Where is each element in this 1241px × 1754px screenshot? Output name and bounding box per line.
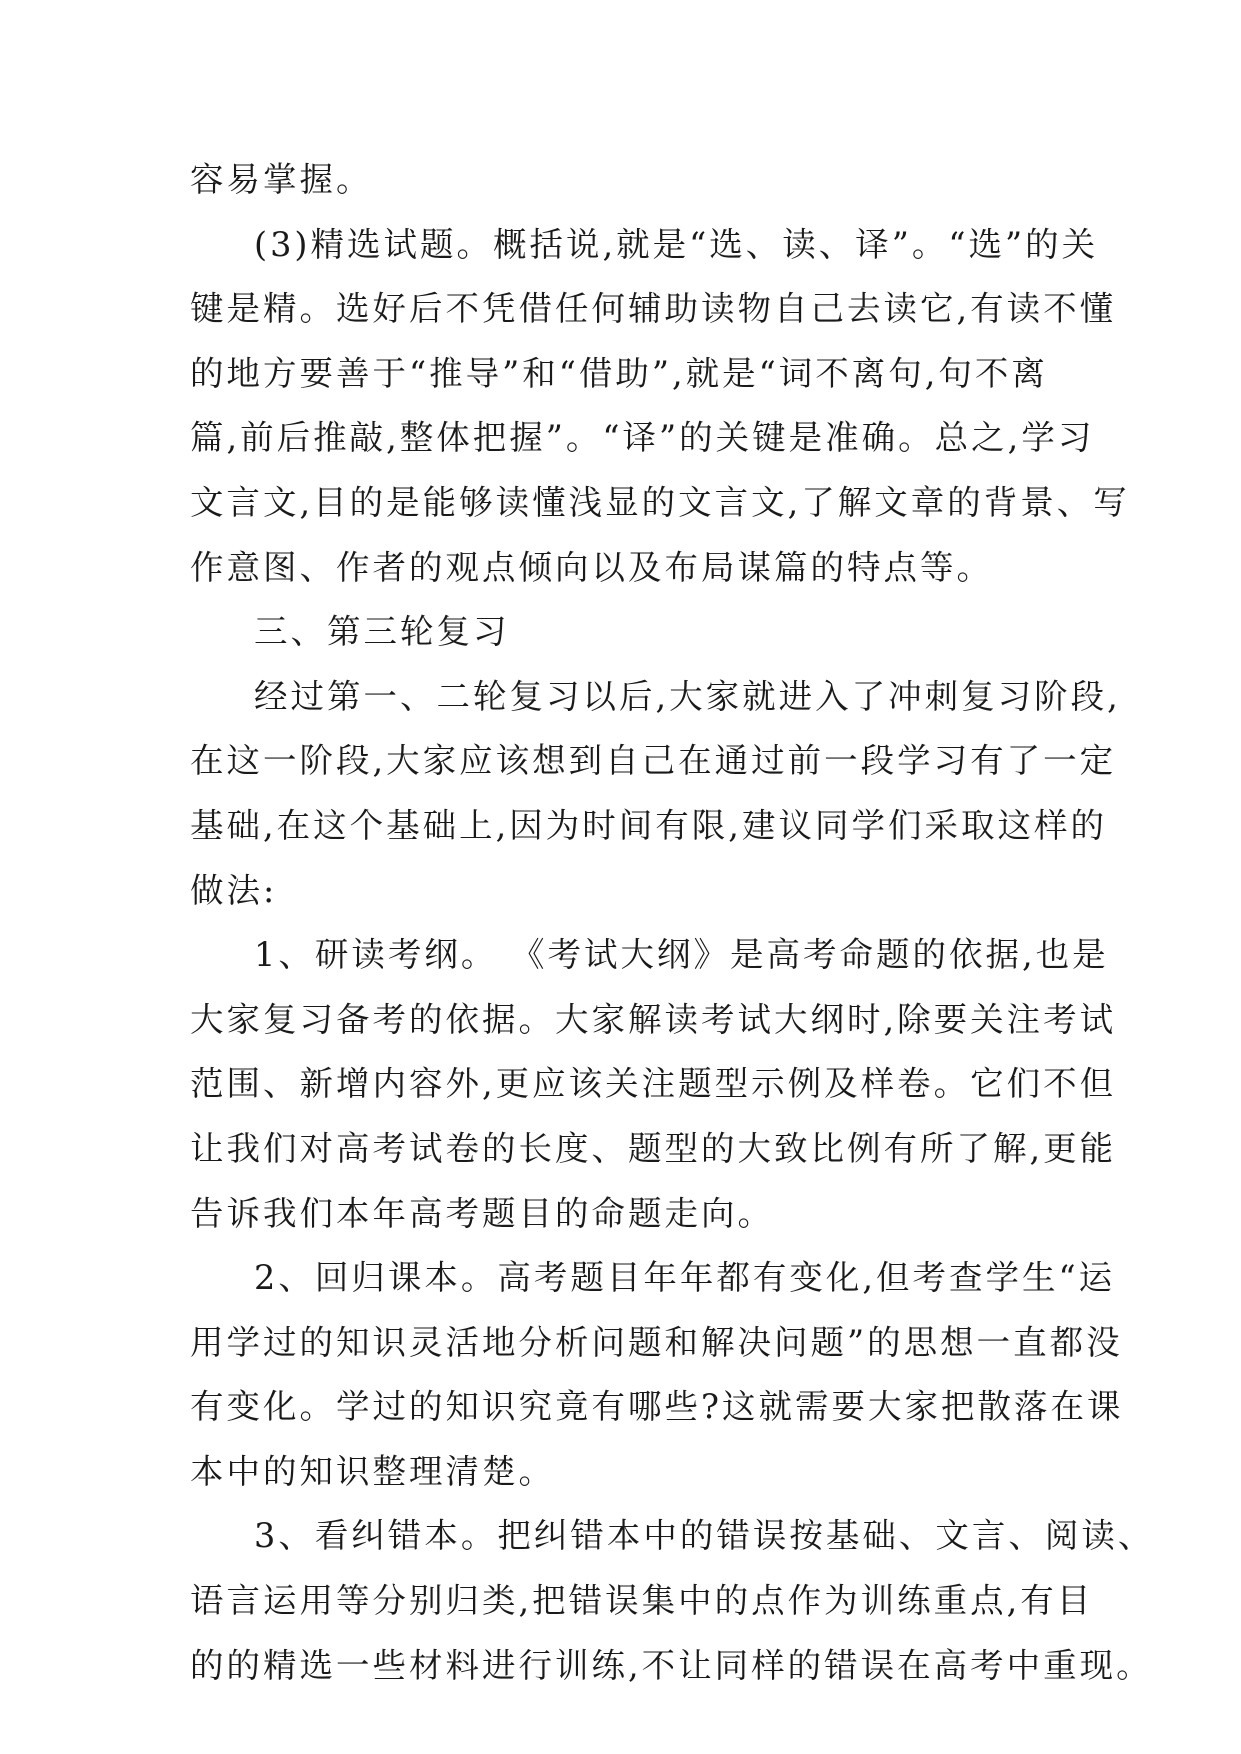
text-line: 大家复习备考的依据。大家解读考试大纲时,除要关注考试 (190, 999, 1117, 1039)
paragraph-start-line: 1、研读考纲。 《考试大纲》是高考命题的依据,也是 (254, 935, 1109, 975)
body-text (190, 148, 1155, 1698)
text-line: 容易掌握。 (190, 160, 373, 199)
text-line: 篇,前后推敲,整体把握”。“译”的关键是准确。总之,学习 (190, 418, 1095, 458)
text-line: 让我们对高考试卷的长度、题型的大致比例有所了解,更能 (190, 1128, 1117, 1168)
text-line: 本中的知识整理清楚。 (190, 1451, 555, 1491)
text-line: 范围、新增内容外,更应该关注题型示例及样卷。它们不但 (190, 1064, 1117, 1104)
paragraph-start-line: 经过第一、二轮复习以后,大家就进入了冲刺复习阶段, (254, 676, 1121, 716)
text-line: 用学过的知识灵活地分析问题和解决问题”的思想一直都没 (190, 1322, 1123, 1362)
text-line: 基础,在这个基础上,因为时间有限,建议同学们采取这样的 (190, 805, 1107, 845)
text-line: 做法: (190, 870, 278, 910)
paragraph-start-line: 2、回归课本。高考题目年年都有变化,但考查学生“运 (254, 1258, 1116, 1298)
text-line: 的的精选一些材料进行训练,不让同样的错误在高考中重现。 (190, 1645, 1153, 1685)
text-line: 有变化。学过的知识究竟有哪些?这就需要大家把散落在课 (190, 1387, 1124, 1427)
text-line: 告诉我们本年高考题目的命题走向。 (190, 1193, 774, 1233)
text-line: 语言运用等分别归类,把错误集中的点作为训练重点,有目 (190, 1581, 1094, 1621)
paragraph-start-line: 3、看纠错本。把纠错本中的错误按基础、文言、阅读、 (254, 1516, 1155, 1556)
text-line: 作意图、作者的观点倾向以及布局谋篇的特点等。 (190, 547, 993, 587)
text-line: 键是精。选好后不凭借任何辅助读物自己去读它,有读不懂 (190, 289, 1117, 329)
section-heading: 三、第三轮复习 (254, 612, 510, 652)
text-line: 在这一阶段,大家应该想到自己在通过前一段学习有了一定 (190, 741, 1117, 781)
text-line: 文言文,目的是能够读懂浅显的文言文,了解文章的背景、写 (190, 482, 1130, 522)
paragraph-start-line: (3)精选试题。概括说,就是“选、读、译”。“选”的关 (254, 224, 1099, 264)
text-line: 的地方要善于“推导”和“借助”,就是“词不离句,句不离 (190, 353, 1048, 393)
